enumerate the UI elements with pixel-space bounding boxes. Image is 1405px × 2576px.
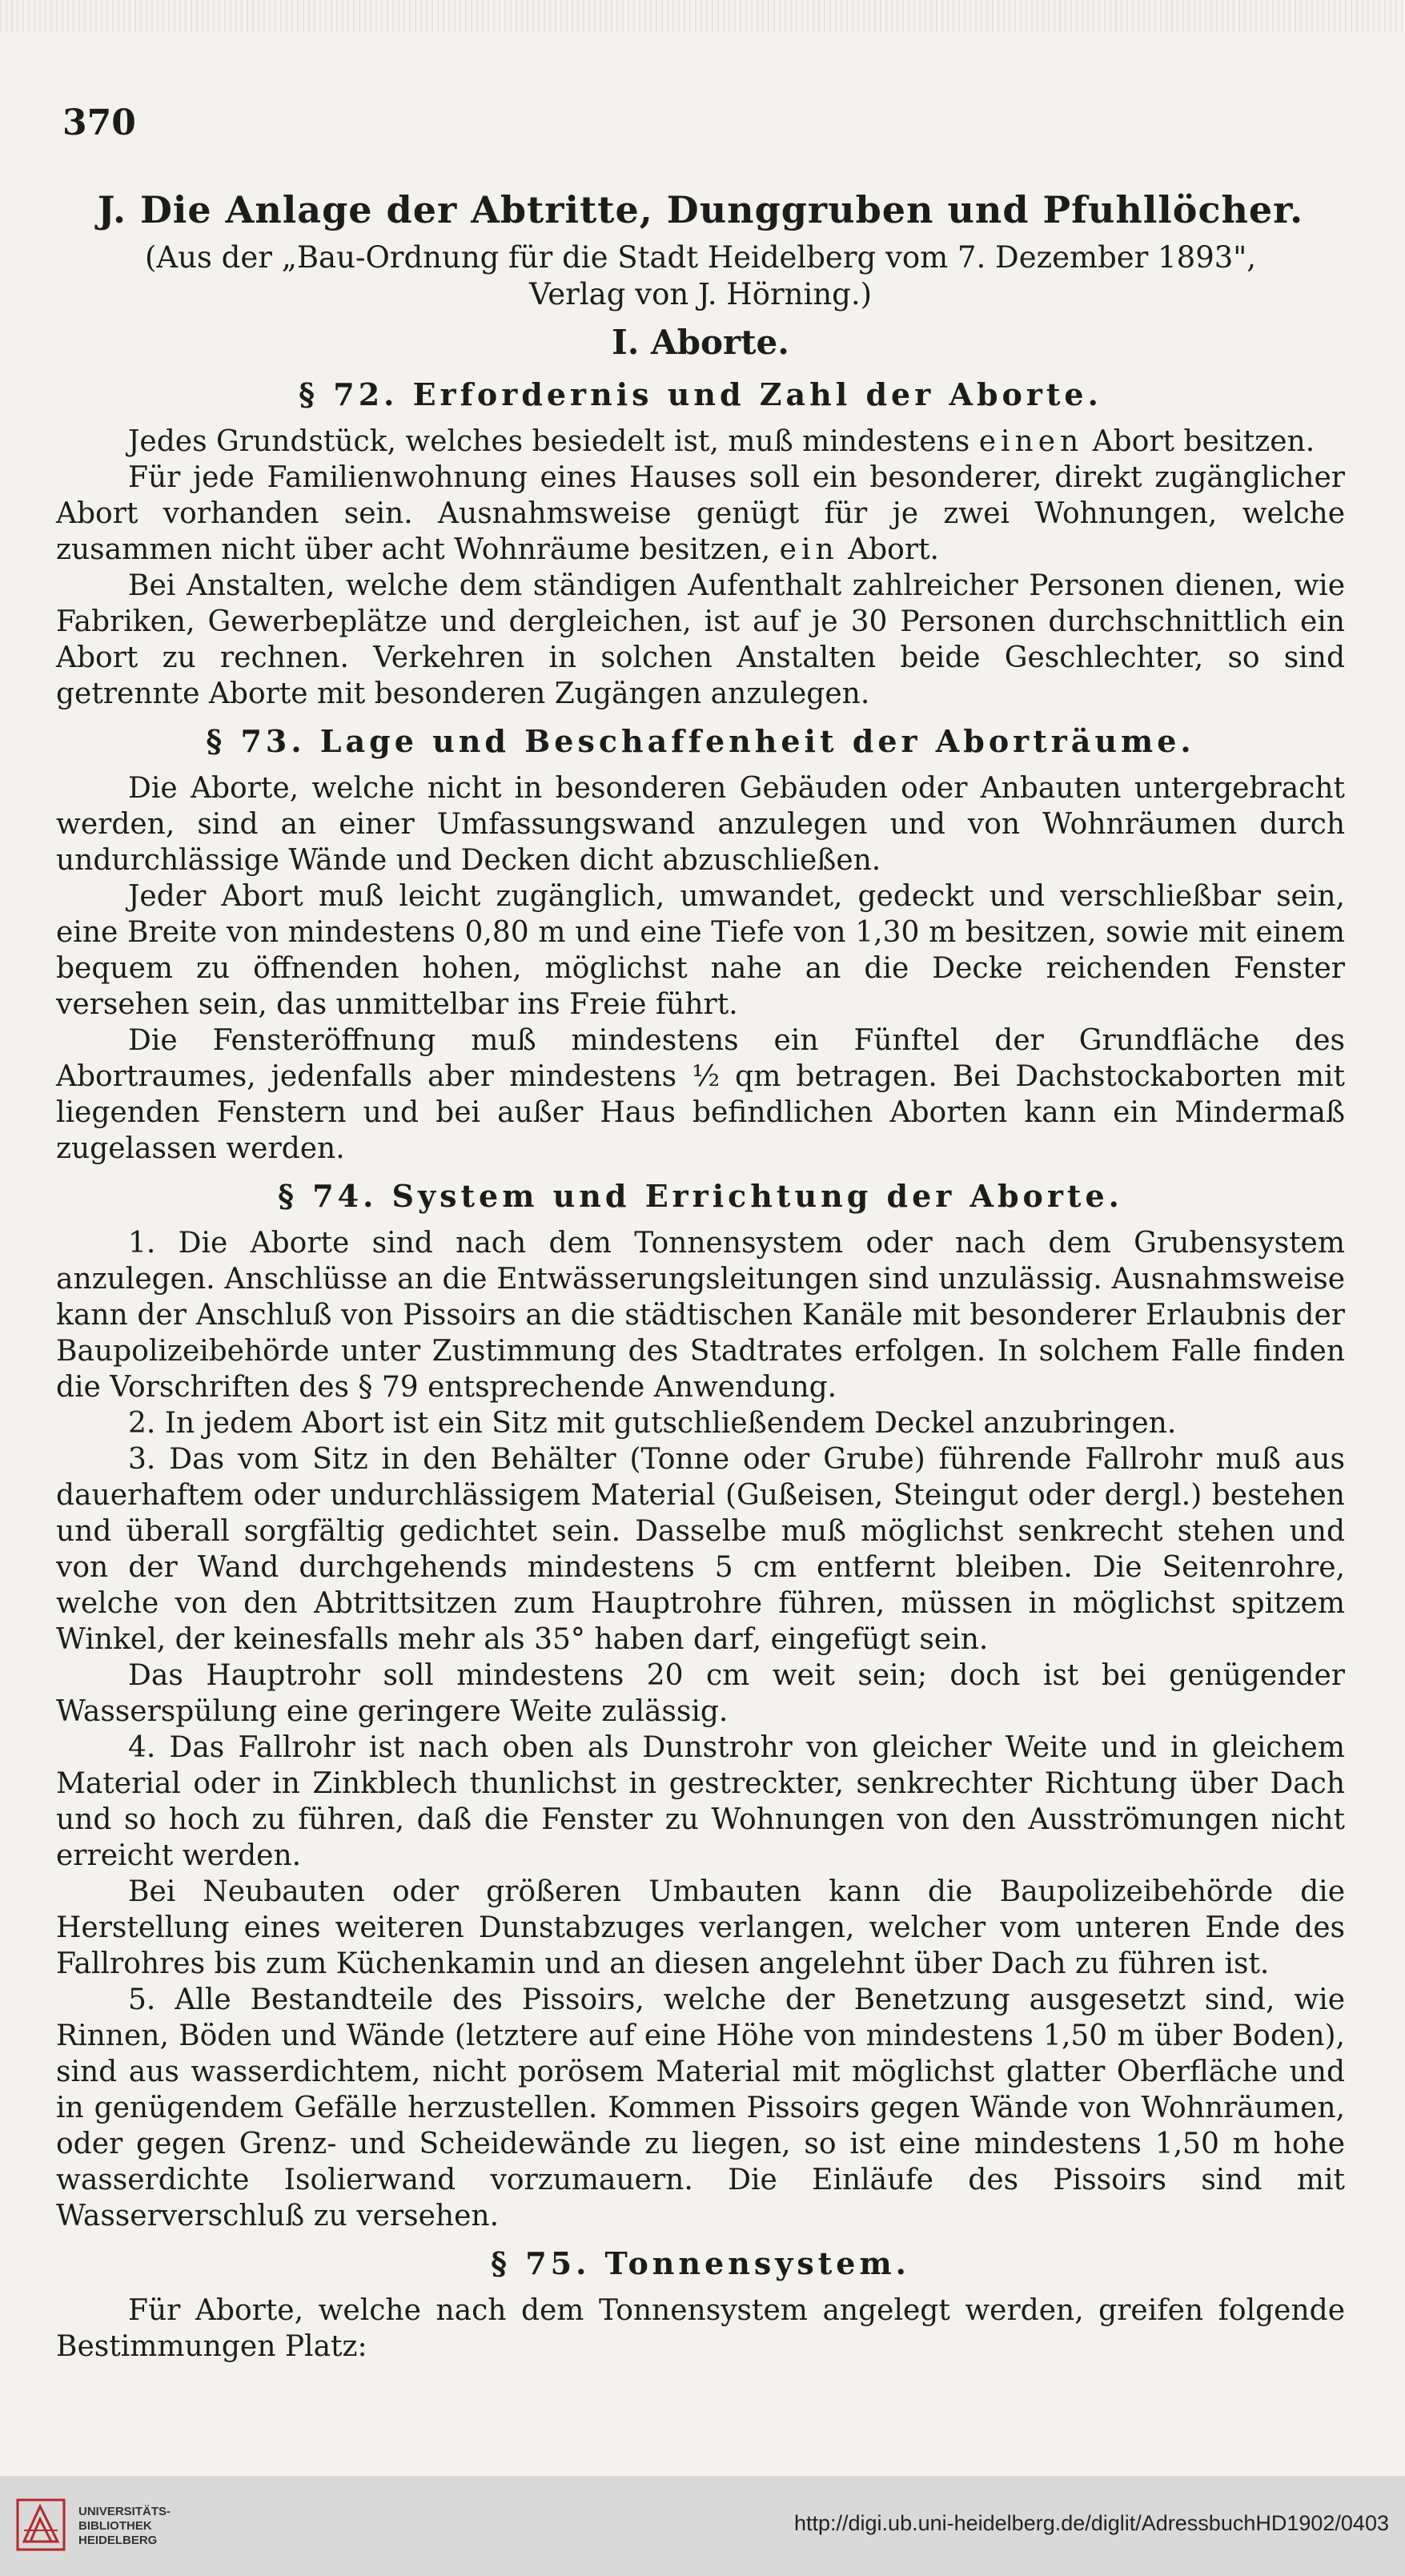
section-72-paragraph-2 [56, 460, 1345, 568]
section-74-paragraph-6: Bei Neubauten oder größeren Umbauten kann die Baupolizeibehörde die Herstellung eines weiteren Dunstabzuges verlangen, welcher vom unteren Ende des Fallrohres bis zum Küchenkamin und an diesen angelehnt über Dach zu führen ist. [56, 1875, 1345, 1980]
source-line-2: Verlag von J. Hörning.) [528, 277, 873, 311]
chapter-heading: J. Die Anlage der Abtritte, Dunggruben und Pfuhllöcher. [97, 188, 1304, 231]
section-72-paragraph-3: Bei Anstalten, welche dem ständigen Aufenthalt zahlreicher Personen dienen, wie Fabriken, Gewerbeplätze und dergleichen, ist auf je 30 Personen durchschnittlich ein Abort zu rechnen. Verkehren in solchen Anstalten beide Geschlechter, so sind getrennte Aborte mit besonderen Zugängen anzulegen. [56, 569, 1345, 710]
section-75-paragraph-1: Für Aborte, welche nach dem Tonnensystem angelegt werden, greifen folgende Bestimmungen Platz: [56, 2294, 1345, 2363]
emphasis: einen [978, 425, 1084, 458]
text: Abort besitzen. [1083, 425, 1315, 458]
section-74-paragraph-2: 2. In jedem Abort ist ein Sitz mit gutschließendem Deckel anzubringen. [128, 1407, 1177, 1440]
library-name-line-3: HEIDELBERG [78, 2534, 158, 2547]
section-74-paragraph-7: 5. Alle Bestandteile des Pissoirs, welche der Benetzung ausgesetzt sind, wie Rinnen, Böden und Wände (letztere auf eine Höhe von mindestens 1,50 m über Boden), sind aus wasserdichtem, nicht porösem Material mit möglichst glatter Oberfläche und in genügendem Gefälle herzustellen. Kommen Pissoirs gegen Wände von Wohnräumen, oder gegen Grenz- und Scheidewände zu liegen, so ist eine mindestens 1,50 m hohe wasserdichte Isolierwand vorzumauern. Die Einläufe des Pissoirs sind mit Wasserverschluß zu versehen. [56, 1983, 1345, 2232]
text: Für jede Familienwohnung eines Hauses soll ein besonderer, direkt zugänglicher Abort vorhanden sein. Ausnahmsweise genügt für je zwei Wohnungen, welche zusammen nicht über acht Wohnräume besitzen, [56, 461, 1345, 566]
section-73-paragraph-2: Jeder Abort muß leicht zugänglich, umwandet, gedeckt und verschließbar sein, eine Breite von mindestens 0,80 m und eine Tiefe von 1,30 m besitzen, sowie mit einem bequem zu öffnenden hohen, möglichst nahe an die Decke reichenden Fenster versehen sein, das unmittelbar ins Freie führt. [56, 880, 1345, 1021]
source-url-link[interactable]: http://digi.ub.uni-heidelberg.de/diglit/AdressbuchHD1902/0403 [793, 2511, 1389, 2535]
footer-bar [0, 2476, 1405, 2576]
section-74-heading: § 74. System und Errichtung der Aborte. [278, 1178, 1123, 1214]
section-75-heading: § 75. Tonnensystem. [491, 2245, 910, 2281]
section-73-paragraph-3: Die Fensteröffnung muß mindestens ein Fünftel der Grundfläche des Abortraumes, jedenfalls aber mindestens ½ qm betragen. Bei Dachstockaborten mit liegenden Fenstern und bei außer Haus befindlichen Aborten kann ein Mindermaß zugelassen werden. [56, 1024, 1345, 1165]
section-73-heading: § 73. Lage und Beschaffenheit der Aborträume. [206, 723, 1195, 759]
text: Jedes Grundstück, welches besiedelt ist, muß mindestens [128, 425, 979, 458]
section-74-paragraph-4: Das Hauptrohr soll mindestens 20 cm weit sein; doch ist bei genügender Wasserspülung eine geringere Weite zulässig. [56, 1659, 1345, 1728]
section-74-paragraph-5: 4. Das Fallrohr ist nach oben als Dunstrohr von gleicher Weite und in gleichem Material oder in Zinkblech thunlichst in gestreckter, senkrechter Richtung über Dach und so hoch zu führen, daß die Fenster zu Wohnungen von den Ausströmungen nicht erreicht werden. [56, 1731, 1345, 1872]
emphasis: ein [779, 533, 839, 566]
source-line-1: (Aus der „Bau-Ordnung für die Stadt Heidelberg vom 7. Dezember 1893", [144, 240, 1257, 275]
section-73-paragraph-1: Die Aborte, welche nicht in besonderen Gebäuden oder Anbauten untergebracht werden, sind an einer Umfassungswand anzulegen und von Wohnräumen durch undurchlässige Wände und Decken dicht abzuschließen. [56, 772, 1345, 877]
library-name-line-2: BIBLIOTHEK [78, 2519, 152, 2533]
section-72-heading: § 72. Erfordernis und Zahl der Aborte. [299, 376, 1102, 412]
source-note [56, 239, 1345, 313]
section-74-paragraph-1: 1. Die Aborte sind nach dem Tonnensystem oder nach dem Grubensystem anzulegen. Anschlüsse an die Entwässerungsleitungen sind unzulässig. Ausnahmsweise kann der Anschluß von Pissoirs an die städtischen Kanäle mit besonderer Erlaubnis der Baupolizeibehörde unter Zustimmung des Stadtrates erfolgen. In solchem Falle finden die Vorschriften des § 79 entsprechende Anwendung. [56, 1227, 1345, 1404]
section-72-paragraph-1 [56, 424, 1345, 460]
library-logo-icon [16, 2498, 66, 2551]
library-name [78, 2505, 171, 2548]
text: Abort. [838, 533, 939, 566]
page-number: 370 [62, 102, 136, 143]
section-74-paragraph-3: 3. Das vom Sitz in den Behälter (Tonne oder Grube) führende Fallrohr muß aus dauerhaftem oder undurchlässigem Material (Gußeisen, Steingut oder dergl.) bestehen und überall sorgfältig gedichtet sein. Dasselbe muß möglichst senkrecht stehen und von der Wand durchgehends mindestens 5 cm entfernt bleiben. Die Seitenrohre, welche von den Abtrittsitzen zum Hauptrohre führen, müssen in möglichst spitzem Winkel, der keinesfalls mehr als 35° haben darf, eingefügt sein. [56, 1443, 1345, 1656]
library-name-line-1: UNIVERSITÄTS- [78, 2505, 171, 2518]
scan-edge-noise [0, 0, 1405, 32]
document-body [56, 188, 1345, 2365]
part-heading: I. Aborte. [612, 323, 789, 362]
